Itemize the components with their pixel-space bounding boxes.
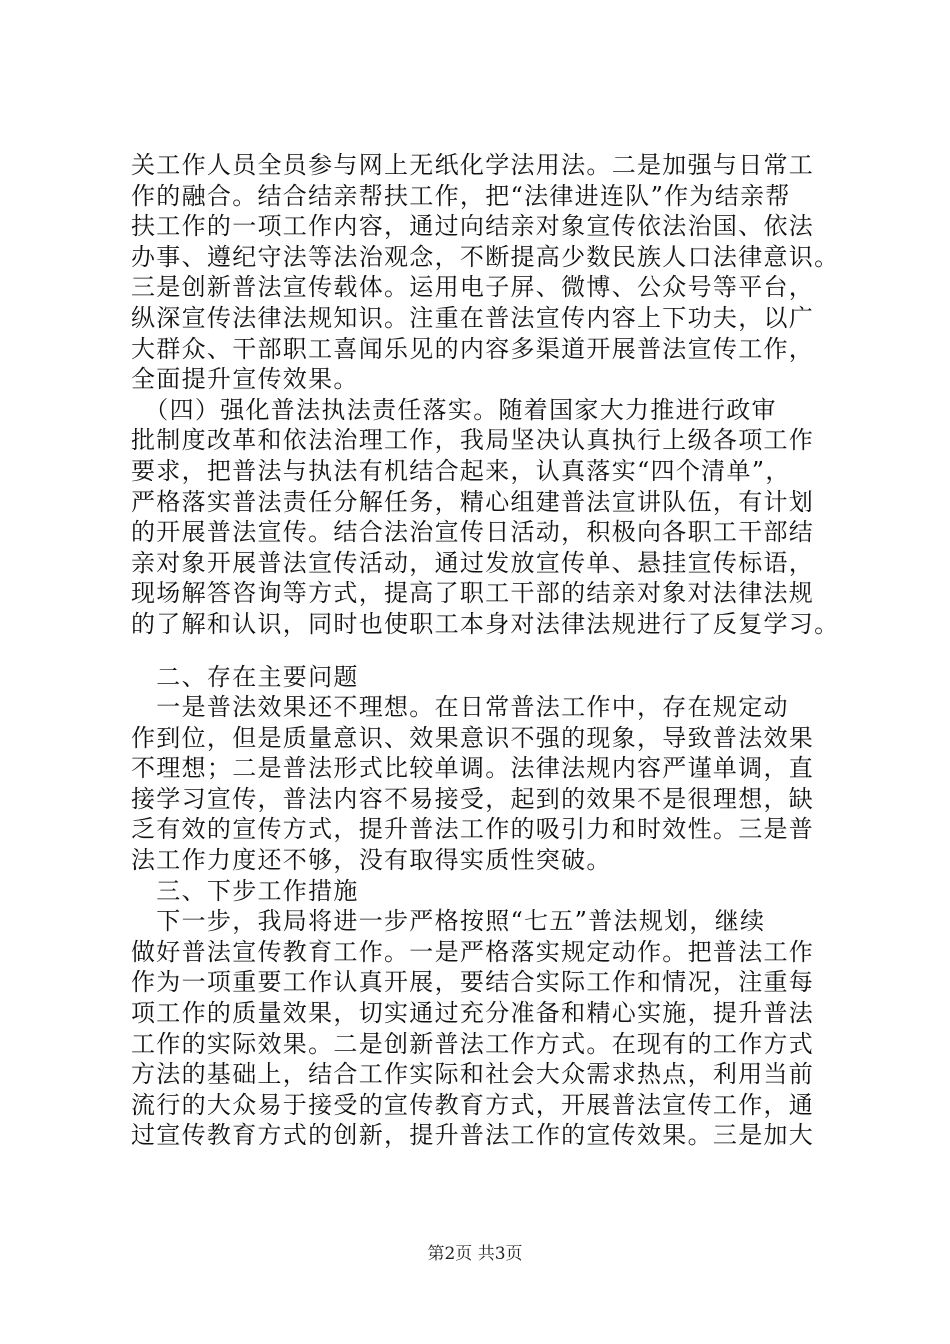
text-line: 要求，把普法与执法有机结合起来，认真落实“四个清单”，: [131, 456, 791, 485]
text-line: 严格落实普法责任分解任务，精心组建普法宣讲队伍，有计划: [131, 487, 815, 516]
text-line: 流行的大众易于接受的宣传教育方式，开展普法宣传工作，通: [131, 1090, 815, 1119]
text-line: 作的融合。结合结亲帮扶工作，把“法律进连队”作为结亲帮: [131, 181, 791, 210]
text-line: 做好普法宣传教育工作。一是严格落实规定动作。把普法工作: [131, 937, 815, 966]
document-body: [131, 150, 840, 1151]
text-line: 全面提升宣传效果。: [131, 365, 359, 394]
paragraph-spacer: [131, 640, 831, 662]
text-line: （四）强化普法执法责任落实。随着国家大力推进行政审: [131, 395, 777, 424]
text-line: 过宣传教育方式的创新，提升普法工作的宣传效果。三是加大: [131, 1121, 815, 1150]
text-line: 三是创新普法宣传载体。运用电子屏、微博、公众号等平台，: [131, 273, 815, 302]
text-line: 大群众、干部职工喜闻乐见的内容多渠道开展普法宣传工作，: [131, 334, 815, 363]
section-heading: 三、下步工作措施: [131, 876, 359, 905]
text-line: 亲对象开展普法宣传活动，通过发放宣传单、悬挂宣传标语，: [131, 548, 815, 577]
text-line: 方法的基础上，结合工作实际和社会大众需求热点，利用当前: [131, 1060, 815, 1089]
page-number-footer: 第2页 共3页: [427, 1244, 523, 1264]
text-line: 扶工作的一项工作内容，通过向结亲对象宣传依法治国、依法: [131, 212, 815, 241]
text-line: 关工作人员全员参与网上无纸化学法用法。二是加强与日常工: [131, 151, 815, 179]
section-heading: 二、存在主要问题: [131, 662, 359, 691]
text-line: 现场解答咨询等方式，提高了职工干部的结亲对象对法律法规: [131, 579, 815, 608]
paragraph-3: [131, 662, 831, 1152]
text-line: 的开展普法宣传。结合法治宣传日活动，积极向各职工干部结: [131, 518, 815, 547]
paragraph-2: [131, 395, 840, 640]
text-line: 接学习宣传，普法内容不易接受，起到的效果不是很理想，缺: [131, 784, 815, 813]
text-line: 办事、遵纪守法等法治观念，不断提高少数民族人口法律意识。: [131, 242, 840, 271]
text-line: 项工作的质量效果，切实通过充分准备和精心实施，提升普法: [131, 999, 815, 1028]
text-line: 一是普法效果还不理想。在日常普法工作中，存在规定动: [131, 693, 789, 722]
text-line: 纵深宣传法律法规知识。注重在普法宣传内容上下功夫，以广: [131, 303, 815, 332]
text-line: 作为一项重要工作认真开展，要结合实际工作和情况，注重每: [131, 968, 815, 997]
text-line: 不理想；二是普法形式比较单调。法律法规内容严谨单调，直: [131, 754, 815, 783]
paragraph-1: [131, 150, 840, 395]
text-line: 乏有效的宣传方式，提升普法工作的吸引力和时效性。三是普: [131, 815, 815, 844]
text-line: 批制度改革和依法治理工作，我局坚决认真执行上级各项工作: [131, 426, 815, 455]
text-line: 法工作力度还不够，没有取得实质性突破。: [131, 846, 612, 875]
text-line: 的了解和认识，同时也使职工本身对法律法规进行了反复学习。: [131, 609, 840, 638]
text-line: 下一步，我局将进一步严格按照“七五”普法规划，继续: [131, 907, 766, 936]
text-line: 工作的实际效果。二是创新普法工作方式。在现有的工作方式: [131, 1029, 815, 1058]
text-line: 作到位，但是质量意识、效果意识不强的现象，导致普法效果: [131, 723, 815, 752]
